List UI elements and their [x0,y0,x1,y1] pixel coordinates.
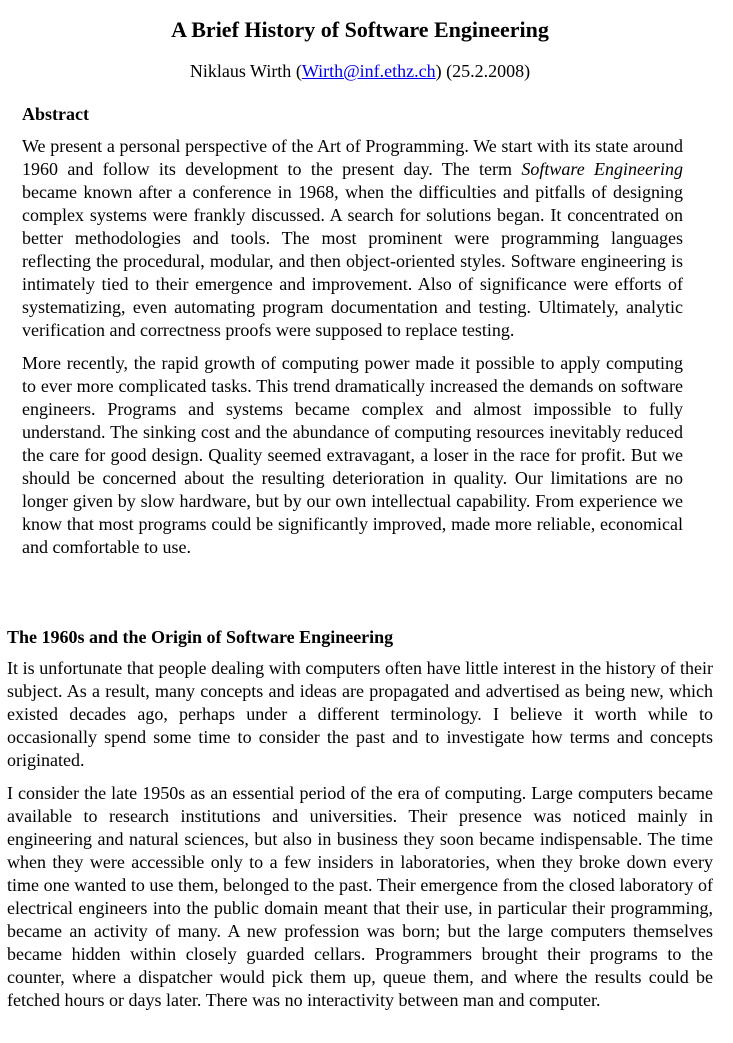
section-paragraph-1: It is unfortunate that people dealing with computers often have little interest in the history of their subject. As a result, many concepts and ideas are propagated and advertised as being new, which existed decades ago, perhaps under a different terminology. I believe it worth while to occasionally spend some time to consider the past and to investigate how terms and concepts originated. [7,658,713,770]
abstract-paragraph-2: More recently, the rapid growth of computing power made it possible to apply computing to ever more complicated tasks. This trend dramatically increased the demands on software engineers. Programs and systems became complex and almost impossible to fully understand. The sinking cost and the abundance of computing resources inevitably reduced the care for good design. Quality seemed extravagant, a loser in the race for profit. But we should be concerned about the resulting deterioration in quality. Our limitations are no longer given by slow hardware, but by our own intellectual capability. From experience we know that most programs could be significantly improved, made more reliable, economical and comfortable to use. [22,353,683,557]
byline [0,59,720,83]
author-email-link[interactable]: Wirth@inf.ethz.ch [301,61,436,81]
section-paragraph-2: I consider the late 1950s as an essential period of the era of computing. Large computers became available to research institutions and universities. Their presence was noticed mainly in engineering and natural sciences, but also in business they soon became indispensable. The time when they were accessible only to a few insiders in laboratories, when they broke down every time one wanted to use them, belonged to the past. Their emergence from the closed laboratory of electrical engineers into the public domain meant that their use, in particular their programming, became an activity of many. A new profession was born; but the large computers themselves became hidden within closely guarded cellars. Programmers brought their programs to the counter, where a dispatcher would pick them up, queue them, and where the results could be fetched hours or days later. There was no interactivity between man and computer. [7,783,713,1010]
abstract-p1-emphasis: Software Engineering [521,159,683,179]
section-1960s [7,625,713,1012]
author-name: Niklaus Wirth [189,61,292,81]
abstract-p1-after: became known after a conference in 1968, when the difficulties and pitfalls of designing complex systems were frankly discussed. A search for solutions began. It concentrated on better methodologies and tools. The most prominent were programming languages reflecting the procedural, modular, and then object-oriented styles. Software engineering is intimately tied to their emergence and improvement. Also of significance were efforts of systematizing, even automating program documentation and testing. Ultimately, analytic verification and correctness proofs were supposed to replace testing. [22,182,683,340]
abstract-paragraph-1 [22,135,683,342]
abstract-heading: Abstract [22,104,89,124]
abstract-section [22,102,683,559]
abstract-p1-before: We present a personal perspective of the Art of Programming. We start with its state around 1960 and follow its development to the present day. The term [22,136,683,179]
paper-title: A Brief History of Software Engineering [171,17,549,42]
byline-open-paren: ( [291,61,302,81]
section-heading: The 1960s and the Origin of Software Engineering [7,627,394,647]
byline-date: ) (25.2.2008) [435,61,531,81]
